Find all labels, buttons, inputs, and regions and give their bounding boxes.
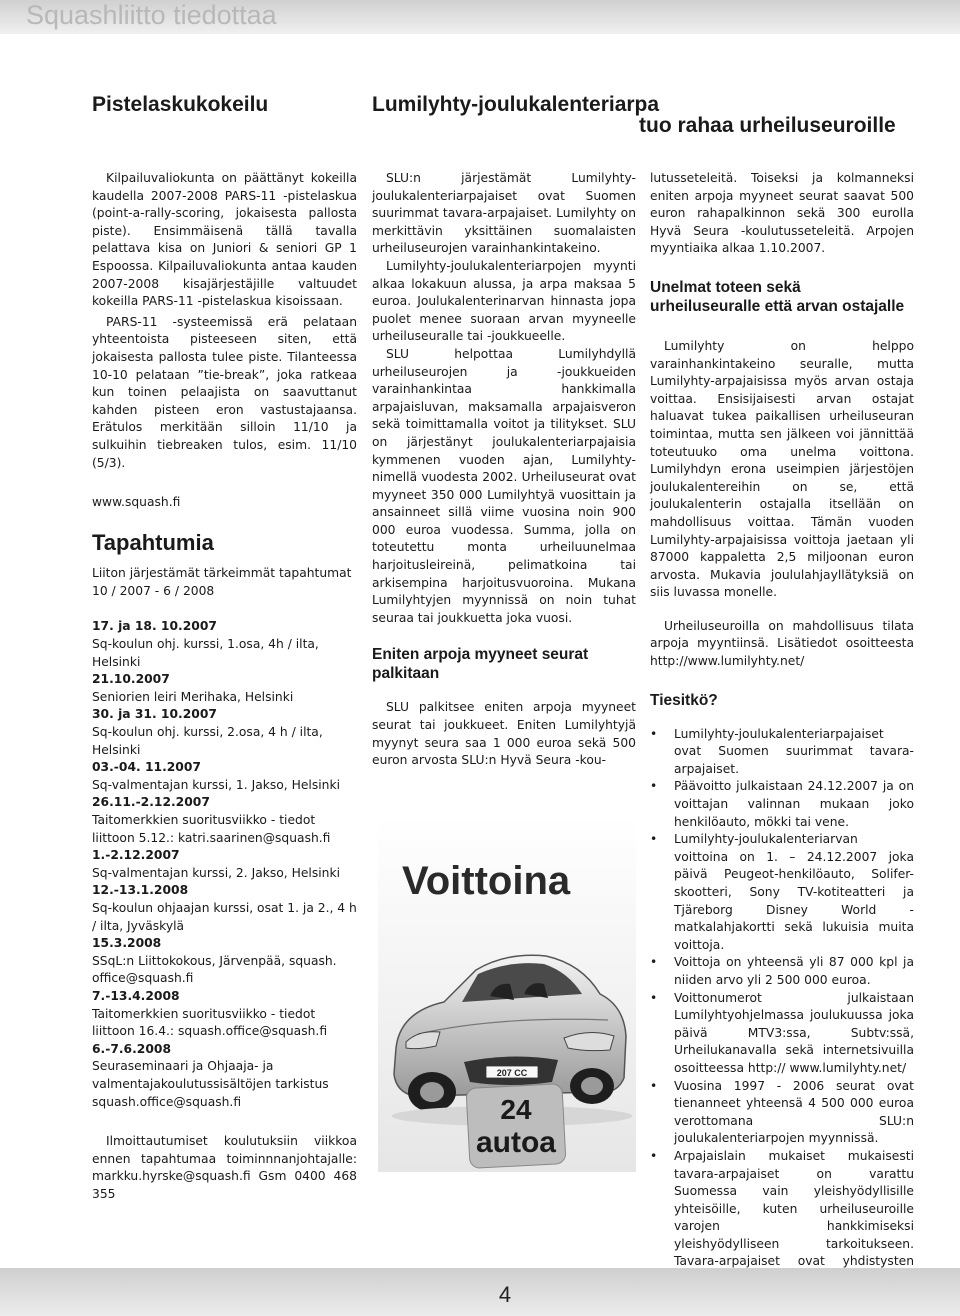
event-item [92,935,357,988]
bullet-icon: • [650,1078,658,1093]
prize-heading: Eniten arpoja myyneet seurat palkitaan [372,646,589,683]
fact-text: Päävoitto julkaistaan 24.12.2007 ja on voittajan valinnan mukaan joko henkilöauto, mökki tai vene. [674,779,914,829]
fact-item [650,831,914,954]
event-text: Seniorien leiri Merihaka, Helsinki [92,689,294,704]
bullet-icon: • [650,832,658,847]
event-item [92,847,357,882]
fact-text: Vuosina 1997 - 2006 seurat ovat tienanneet yhteensä 4 500 000 euroa verottomana SLU:n joulukalenteriarpojen myynnissä. [674,1078,914,1146]
bullet-icon: • [650,779,658,794]
right-paragraph-1: lutusseteleitä. Toiseksi ja kolmanneksi eniten arpoja myyneet seurat saavat 500 euron rahapalkinnon sekä 300 eurolla Hyvä Seura -koulutusseteleitä. Arpojen myyntiaika alkaa 1.10.2007. [650,171,914,256]
event-date: 26.11.-2.12.2007 [92,795,210,810]
right-column [650,170,914,1306]
car-plate-text: 207 CC [496,1068,528,1078]
left-paragraph-2: PARS-11 -systeemissä erä pelataan yhteentoista pisteeseen siten, että jokaisesta pallosta tulee piste. Tilanteessa 10-10 pelataan ”tie-break”, joka ratkeaa kun toinen pelaajista on saavuttanut kahden pisteen eron vastustajaansa. Erätulos merkitään silloin 11/10 ja sulkuihin tiebreaken tulos, esim. 11/10 (5/3). [92,314,357,470]
signup-info: Ilmoittautumiset koulutuksiin viikkoa ennen tapahtumaa toiminnnanjohtajalle: markku.hyrske@squash.fi Gsm 0400 468 355 [92,1134,357,1201]
bullet-icon: • [650,1148,658,1163]
car-badge-number: 24 [500,1094,532,1125]
left-paragraph-1: Kilpailuvaliokunta on päättänyt kokeilla kaudella 2007-2008 PARS-11 -pistelaskua (point-a-rally-scoring, jokaisesta pallosta piste). Ensimmäisenä tällä tavalla pelattava kisa on Juniori & seniori GP 1 Espoossa. Kilpailuvaliokunta antaa kauden 2007-2008 kisajärjestäjille valtuudet kokeilla PARS-11 -pistelaskua kisoissaan. [92,171,357,309]
event-date: 6.-7.6.2008 [92,1041,172,1056]
squash-link[interactable]: www.squash.fi [92,495,181,510]
event-date: 30. ja 31. 10.2007 [92,707,217,722]
event-date: 21.10.2007 [92,672,170,687]
middle-column [372,170,636,770]
fact-text: Lumilyhty-joulukalenteriarpajaiset ovat Suomen suurimmat tavara-arpajaiset. [674,726,914,776]
fact-item [650,726,914,779]
bullet-icon: • [650,726,658,741]
car-advertisement-image [378,816,636,1172]
events-heading: Tapahtumia [92,529,214,555]
event-text: Sq-valmentajan kurssi, 2. Jakso, Helsinki [92,865,340,880]
event-item [92,706,357,759]
event-item [92,618,357,671]
fact-text: Voittonumerot julkaistaan Lumilyhtyohjelmassa joulukuussa joka päivä MTV3:ssa, Subtv:ssä, Urheilukanavalla sekä internetsivuilla osoitteessa http:// www.lumilyhty.net/ [674,990,914,1075]
did-you-know-heading: Tiesitkö? [650,691,718,709]
event-text: Seuraseminaari ja Ohjaaja- ja valmentajakoulutussisältöjen tarkistus squash.office@squash.fi [92,1059,329,1109]
event-item [92,1041,357,1111]
car-ad-headline: Voittoina [402,859,571,903]
event-item [92,882,357,935]
fact-item [650,778,914,831]
bullet-icon: • [650,990,658,1005]
event-date: 03.-04. 11.2007 [92,760,201,775]
events-intro: Liiton järjestämät tärkeimmät tapahtumat 10 / 2007 - 6 / 2008 [92,566,352,598]
event-item [92,988,357,1041]
fact-text: Arpajaislain mukaiset mukaisesti tavara-arpajaiset on varattu Suomessa vain yleishyödyllisille yhteisöille, kuten urheiluseuroille varojen hankkimiseksi yleishyödylliseen tarkoitukseen. Tavara-arpajaiset ovat yhdistysten [674,1148,914,1269]
left-section-title: Pistelaskukokeilu [92,93,269,116]
car-badge-label: autoa [475,1126,557,1159]
event-item [92,759,357,794]
event-text: Taitomerkkien suoritusviikko - tiedot liittoon 16.4.: squash.office@squash.fi [92,1006,328,1039]
event-text: Sq-koulun ohjaajan kurssi, osat 1. ja 2., 4 h / ilta, Jyväskylä [92,900,357,933]
event-text: Sq-koulun ohj. kurssi, 2.osa, 4 h / ilta, Helsinki [92,725,323,757]
mid-paragraph-3: SLU helpottaa Lumilyhdyllä urheiluseurojen ja -joukkueiden varainhankintaa hankkimalla arpajaisluvan, maksamalla arpajaisveron sekä toimittamalla voitot ja tilitykset. SLU on järjestänyt joulukalenteriarpajaisia kymmenen vuoden ajan, Lumilyhty-nimellä vuodesta 2002. Urheiluseurat ovat myyneet 350 000 Lumilyhtyä vuosittain ja ansainneet sillä viime vuosina noin 900 000 euroa vuodessa. Summa, jolla on toteutettu monta urheiluunelmaa harjoitusleireinä, pelimatkoina tai arkisempina harjoitusvuoroina. Mukana Lumilyhtyjen myynnissä on noin tuhat seuraa tai joukkuetta joka vuosi. [372,346,636,625]
event-text: Sq-koulun ohj. kurssi, 1.osa, 4h / ilta, Helsinki [92,637,319,669]
event-item [92,794,357,847]
event-text: SSqL:n Liittokokous, Järvenpää, squash. office@squash.fi [92,953,337,986]
dreams-heading: Unelmat toteen sekä urheiluseuralle että arvan ostajalle [650,278,905,315]
event-item [92,671,357,706]
event-date: 15.3.2008 [92,936,162,951]
right-paragraph-3: Urheiluseuroilla on mahdollisuus tilata arpoja myyntiinsä. Lisätiedot osoitteesta http://www.lumilyhty.net/ [650,618,914,669]
mid-paragraph-4: SLU palkitsee eniten arpoja myyneet seurat tai joukkueet. Eniten Lumilyhtyjä myynyt seura saa 1 000 euroa sekä 500 euron arvosta SLU:n Hyvä Seura -kou- [372,700,636,768]
fact-item [650,1078,914,1148]
car-illustration [378,816,636,1172]
mid-paragraph-2: Lumilyhty-joulukalenteriarpojen myynti alkaa lokakuun alussa, ja arpa maksaa 5 euroa. Joulukalenterinarvan hinnasta jopa puolet menee suoraan arvan myyneelle urheiluseuralle tai -joukkueelle. [372,258,636,344]
bullet-icon: • [650,955,658,970]
left-column [92,170,357,1203]
event-date: 7.-13.4.2008 [92,988,180,1003]
facts-list [650,726,914,1307]
right-section-title-line2: tuo rahaa urheiluseuroille [639,114,896,137]
event-text: Sq-valmentajan kurssi, 1. Jakso, Helsinki [92,777,340,792]
event-date: 17. ja 18. 10.2007 [92,619,217,634]
event-date: 1.-2.12.2007 [92,848,180,863]
right-paragraph-2: Lumilyhty on helppo varainhankintakeino seuralle, mutta Lumilyhty-arpajaisissa myös arvan ostaja voittaa. Ensisijaisesti arvan ostajat haluavat tukea paikallisen urheiluseuran toimintaa, mutta sen jälkeen voi jännittää toteutuuko oma unelma voittona. Lumilyhdyn erona useimpien järjestöjen joulukalentereihin on se, että joulukalenterin ostajalla itsellään on mahdollisuus voittaa. Tämän vuoden Lumilyhty-arpajaisissa voittoja jaetaan yli 87000 kappaletta 2,5 miljoonan euron arvosta. Mukavia joululahjayllätyksiä on siis luvassa monelle. [650,338,914,600]
page-number: 4 [498,1282,512,1307]
fact-item [650,954,914,989]
fact-text: Voittoja on yhteensä yli 87 000 kpl ja niiden arvo yli 2 500 000 euroa. [674,955,914,987]
event-date: 12.-13.1.2008 [92,883,189,898]
newsletter-title: Squashliitto tiedottaa [26,0,277,30]
right-section-title-line1: Lumilyhty-joulukalenteriarpa [372,93,660,116]
event-text: Taitomerkkien suoritusviikko - tiedot liittoon 5.12.: katri.saarinen@squash.fi [92,813,331,845]
events-list [92,618,357,1111]
fact-text: Lumilyhty-joulukalenteriarvan voittoina on 1. – 24.12.2007 joka päivä Peugeot-henkilöauto, Solifer-skootteri, Sony TV-kotiteatteri ja Tjäreborg Disney World -matkalahjakortti sekä lukuisia muita voittoja. [674,832,914,952]
fact-item [650,990,914,1078]
mid-paragraph-1: SLU:n järjestämät Lumilyhty-joulukalenteriarpajaiset ovat Suomen suurimmat tavara-arpajaiset. Lumilyhty on merkittävin yksittäinen suomalaisten urheiluseurojen varainhankintakeino. [372,171,636,256]
